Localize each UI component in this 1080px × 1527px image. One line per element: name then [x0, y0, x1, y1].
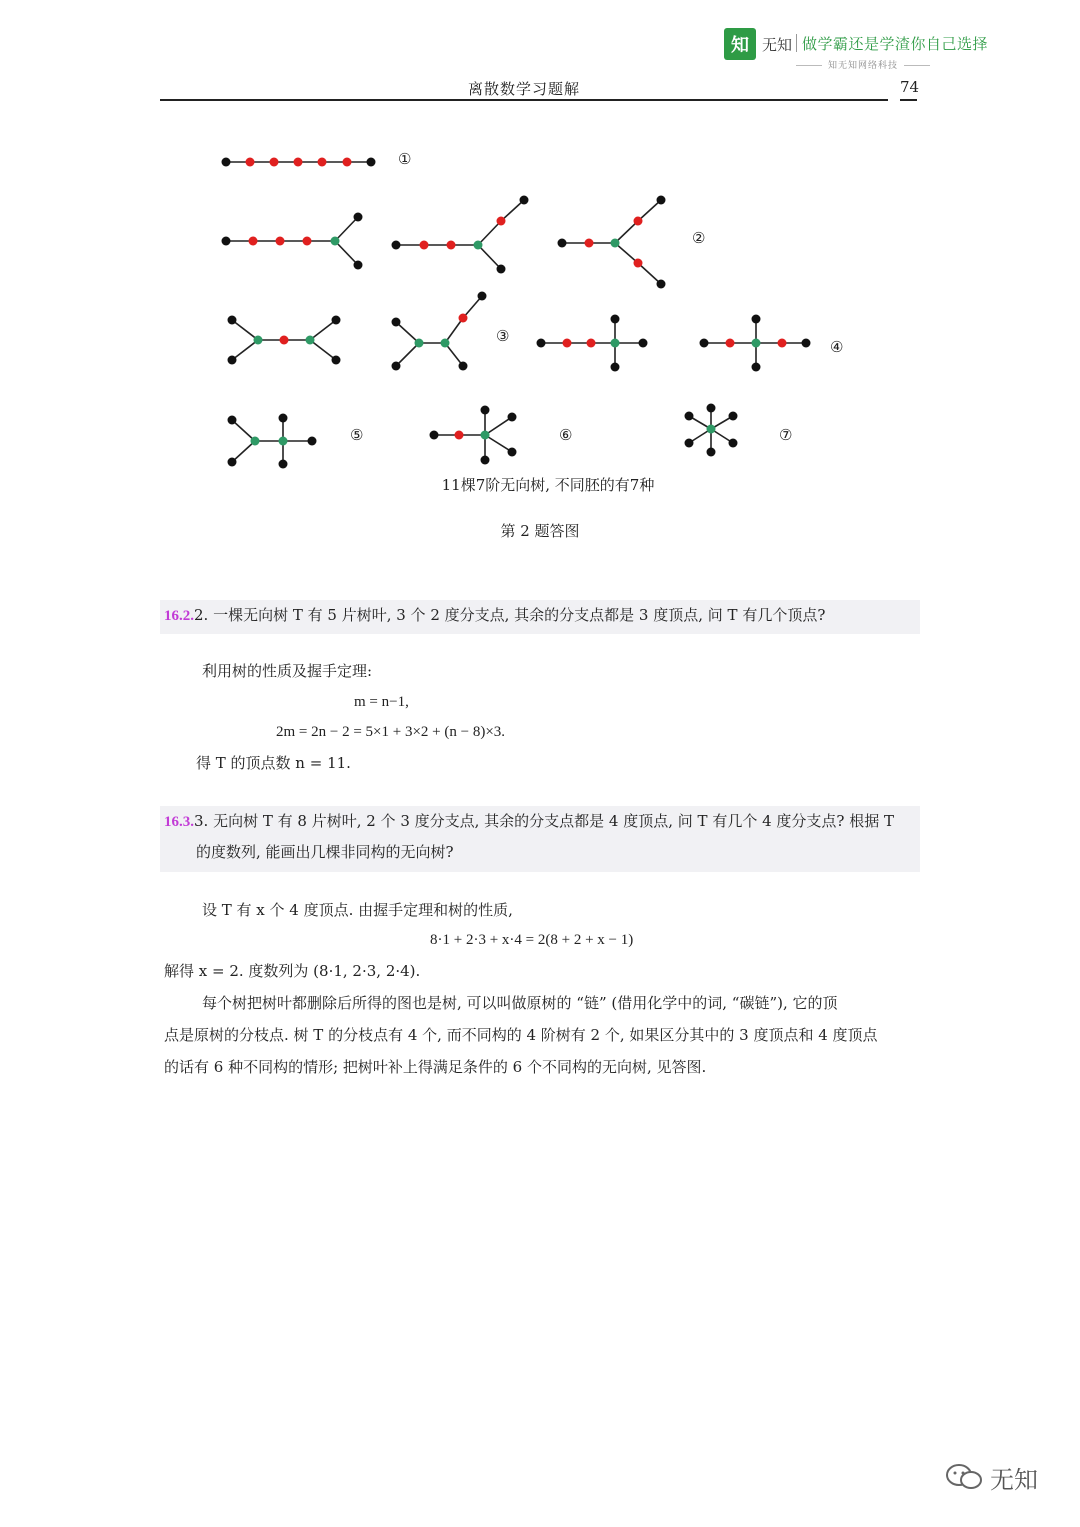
answer-3-eq: 8·1 + 2·3 + x·4 = 2(8 + 2 + x − 1) — [430, 932, 634, 948]
page-number: 74 — [900, 78, 920, 96]
question-2 — [164, 600, 914, 632]
brand-subtitle: 知无知网络科技 — [790, 58, 936, 71]
figure-label-7: ⑦ — [779, 426, 793, 444]
answer-2-result: 得 T 的顶点数 n = 11. — [196, 754, 351, 772]
answer-2-eq1: m = n−1, — [354, 694, 409, 710]
figure-title: 第 2 题答图 — [500, 522, 580, 540]
question-number: 16.3. — [164, 814, 194, 830]
answer-2-eq2: 2m = 2n − 2 = 5×1 + 3×2 + (n − 8)×3. — [276, 724, 506, 740]
brand-slogan: 做学霸还是学渣你自己选择 — [802, 35, 989, 53]
figure-label-2: ② — [692, 229, 706, 247]
wechat-account-name: 无知 — [990, 1466, 1038, 1494]
brand-name: 无知 — [762, 36, 793, 54]
answer-3-para-line2: 点是原树的分枝点. 树 T 的分枝点有 4 个, 而不同构的 4 阶树有 2 个, 如果区分其中的 3 度顶点和 4 度顶点 — [164, 1026, 878, 1044]
brand-logo-text: 知 — [731, 35, 749, 56]
figure-label-5: ⑤ — [350, 426, 364, 444]
figure-label-3: ③ — [496, 327, 510, 345]
figure-label-1: ① — [398, 150, 412, 168]
wechat-icon — [944, 1462, 988, 1492]
running-title: 离散数学习题解 — [468, 80, 581, 98]
answer-3-solve: 解得 x = 2. 度数列为 (8·1, 2·3, 2·4). — [164, 962, 421, 980]
question-number: 16.2. — [164, 608, 194, 624]
figure-label-6: ⑥ — [559, 426, 573, 444]
question-text: 3. 无向树 T 有 8 片树叶, 2 个 3 度分支点, 其余的分支点都是 4 度顶点, 问 T 有几个 4 度分支点? 根据 T — [194, 812, 894, 830]
question-3-line2: 的度数列, 能画出几棵非同构的无向树? — [196, 843, 454, 861]
answer-2-intro: 利用树的性质及握手定理: — [202, 662, 373, 680]
tree-figure — [0, 0, 1080, 480]
question-3-line1 — [164, 806, 916, 838]
answer-3-intro: 设 T 有 x 个 4 度顶点. 由握手定理和树的性质, — [202, 901, 513, 919]
answer-3-para-line3: 的话有 6 种不同构的情形; 把树叶补上得满足条件的 6 个不同构的无向树, 见答图. — [164, 1058, 707, 1076]
figure-caption: 11棵7阶无向树, 不同胚的有7种 — [441, 476, 655, 494]
figure-label-4: ④ — [830, 338, 844, 356]
answer-3-para-line1: 每个树把树叶都删除后所得的图也是树, 可以叫做原树的 “链” (借用化学中的词, “碳链”), 它的顶 — [202, 994, 838, 1012]
question-text: 2. 一棵无向树 T 有 5 片树叶, 3 个 2 度分支点, 其余的分支点都是 3 度顶点, 问 T 有几个顶点? — [194, 606, 826, 624]
